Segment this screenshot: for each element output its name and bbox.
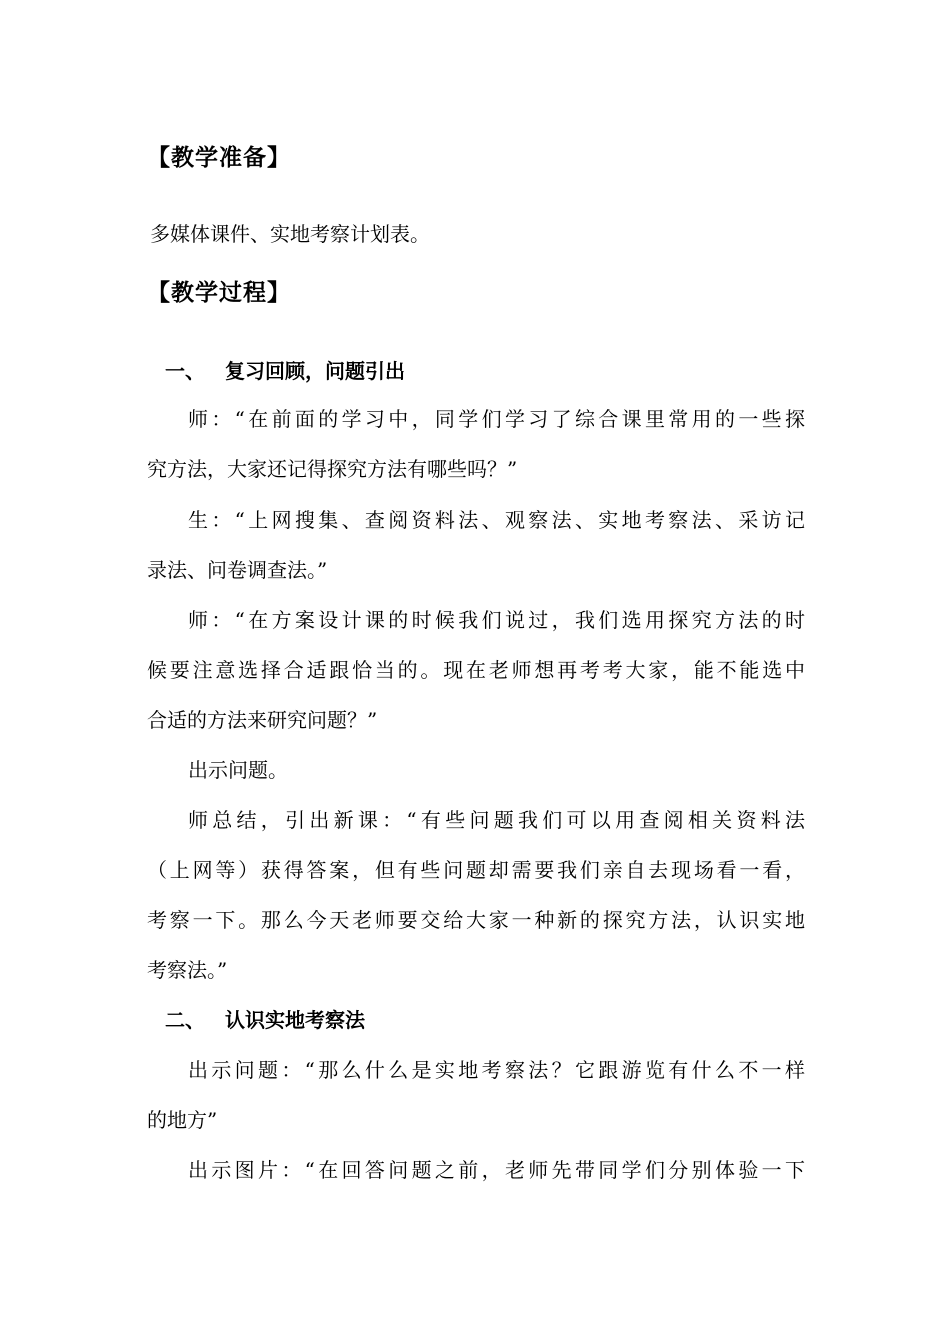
part2-title: 认识实地考察法	[225, 1008, 365, 1032]
paragraph-line: 考察一下。那么今天老师要交给大家一种新的探究方法，认识实地	[147, 908, 805, 932]
paragraph-line: 录法、问卷调查法。”	[147, 558, 328, 582]
paragraph-line: 究方法，大家还记得探究方法有哪些吗？”	[147, 457, 518, 481]
paragraph-line: 合适的方法来研究问题？”	[147, 708, 378, 732]
part1-title: 复习回顾，问题引出	[225, 359, 405, 383]
paragraph-line: 考察法。”	[147, 958, 228, 982]
teaching-process-heading: 【教学过程】	[147, 279, 291, 306]
part1-heading	[165, 355, 405, 384]
part2-heading	[165, 1004, 365, 1033]
paragraph-line: 出示问题。	[188, 758, 288, 782]
paragraph-line: 师总结，引出新课：“有些问题我们可以用查阅相关资料法	[188, 808, 805, 832]
part1-number: 一、	[165, 359, 205, 383]
paragraph-line: 出示图片：“在回答问题之前，老师先带同学们分别体验一下	[188, 1158, 805, 1182]
paragraph-line: 出示问题：“那么什么是实地考察法？它跟游览有什么不一样	[188, 1058, 805, 1082]
paragraph-line: 师：“在方案设计课的时候我们说过，我们选用探究方法的时	[188, 608, 805, 632]
paragraph-line: 生：“上网搜集、查阅资料法、观察法、实地考察法、采访记	[188, 508, 805, 532]
paragraph-line: （上网等）获得答案，但有些问题却需要我们亲自去现场看一看，	[147, 858, 805, 882]
paragraph-line: 候要注意选择合适跟恰当的。现在老师想再考考大家，能不能选中	[147, 658, 805, 682]
paragraph-line: 师：“在前面的学习中，同学们学习了综合课里常用的一些探	[188, 407, 805, 431]
teaching-prep-materials: 多媒体课件、实地考察计划表。	[150, 222, 430, 246]
teaching-prep-heading: 【教学准备】	[147, 144, 291, 171]
part2-number: 二、	[165, 1008, 205, 1032]
paragraph-line: 的地方”	[147, 1108, 218, 1132]
